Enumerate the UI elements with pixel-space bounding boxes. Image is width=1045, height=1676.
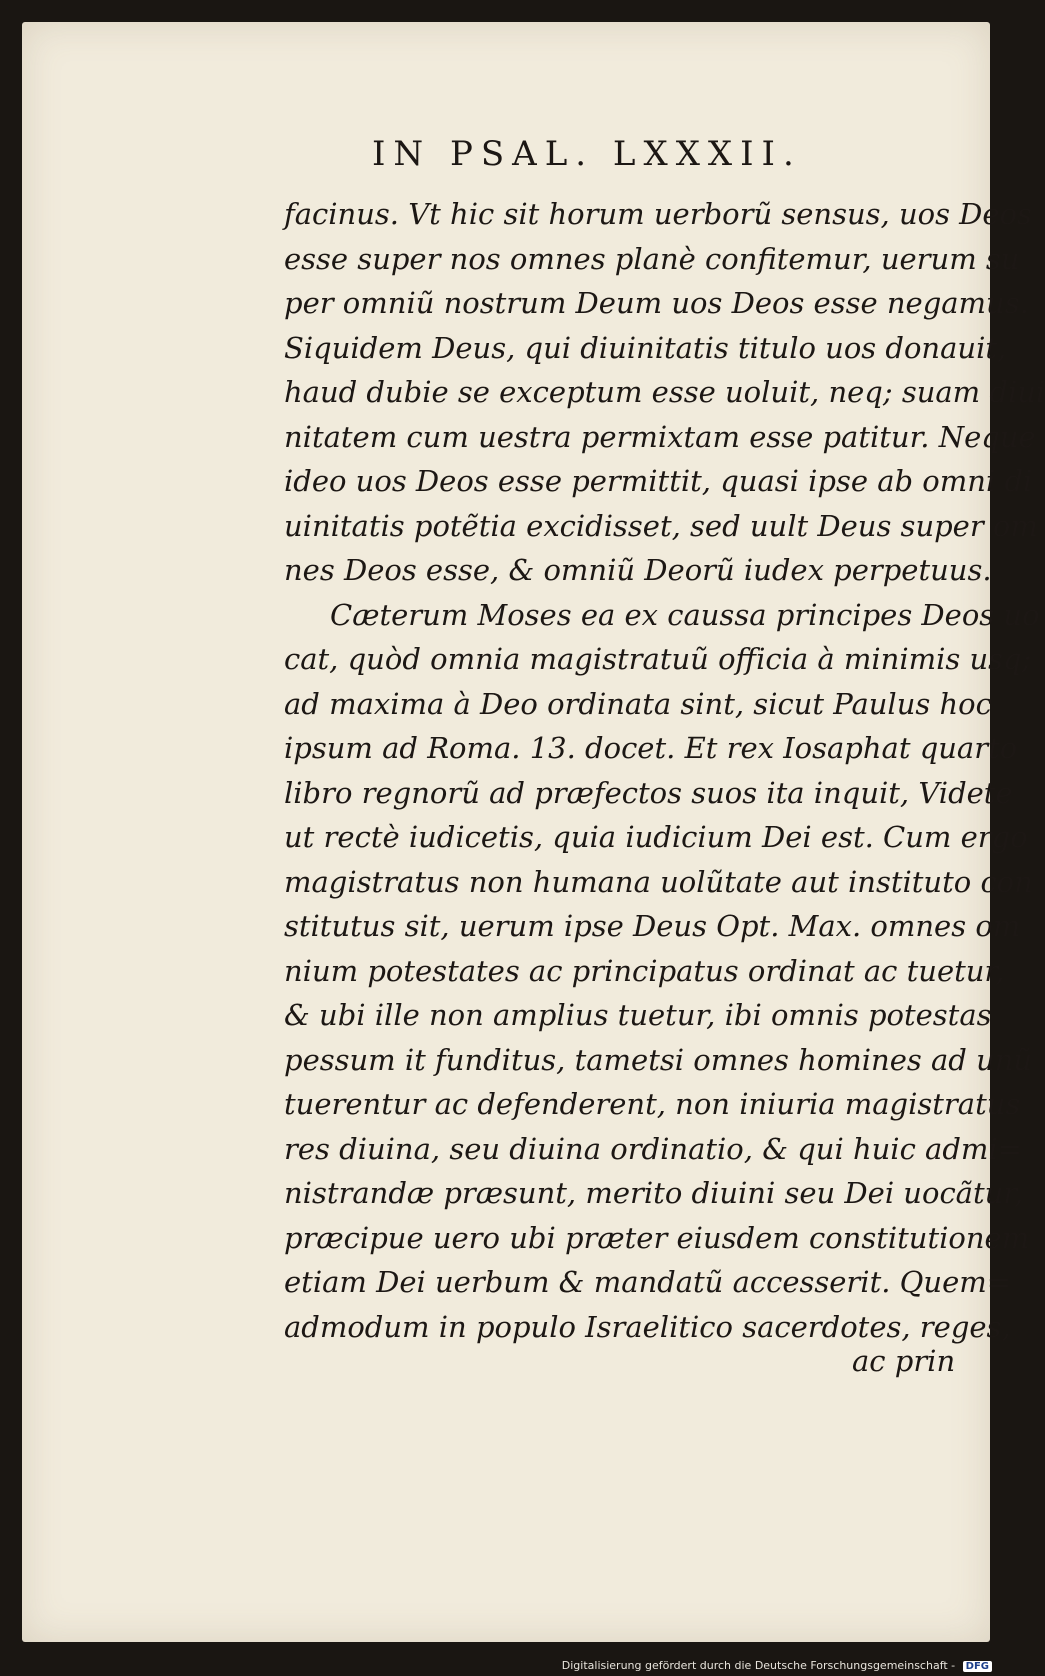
text-line: Siquidem Deus, qui diuinitatis titulo uos donauit, (284, 330, 1007, 365)
text-line: ad maxima à Deo ordinata sint, sicut Paulus hoc (284, 686, 992, 721)
book-page (22, 22, 1045, 1642)
text-line: magistratus non humana uolũtate aut instituto con (284, 864, 1033, 899)
text-line: ut rectè iudicetis, quia iudicium Dei est. Cum ergo (284, 820, 1028, 854)
text-line: esse super nos omnes planè confitemur, uerum su (284, 241, 1020, 276)
digitization-credit (562, 1659, 992, 1672)
text-line: haud dubie se exceptum esse uoluit, neq; suam diui (284, 375, 1045, 409)
catchword: ac prin (852, 1344, 956, 1378)
text-line: nium potestates ac principatus ordinat ac tuetur, (284, 953, 1005, 988)
text-line: admodum in populo Israelitico sacerdotes, reges, (284, 1309, 1011, 1344)
text-line: præcipue uero ubi præter eiusdem constitutionem (284, 1220, 1030, 1255)
text-line: cat, quòd omnia magistratuũ officia à minimis usq; (284, 642, 1032, 676)
text-line: nistrandæ præsunt, merito diuini seu Dei uocãtur, (284, 1176, 1024, 1210)
text-line: facinus. Vt hic sit horum uerborũ sensus, uos Deos (284, 197, 1032, 231)
text-line: Cæterum Moses ea ex caussa principes Deos uo (330, 597, 1040, 632)
text-line: ideo uos Deos esse permittit, quasi ipse ab omni di (284, 464, 1033, 498)
text-line: libro regnorũ ad præfectos suos ita inquit, Videte (284, 775, 1013, 810)
text-line: stitutus sit, uerum ipse Deus Opt. Max. omnes om (284, 909, 1021, 943)
text-line: res diuina, seu diuina ordinatio, & qui huic admi= (284, 1131, 1022, 1166)
dfg-logo: DFG (963, 1661, 992, 1672)
credit-text: Digitalisierung gefördert durch die Deutsche Forschungsgemeinschaft - (561, 1659, 956, 1672)
running-head: IN PSAL. LXXXII. (372, 134, 802, 174)
text-line: nes Deos esse, & omniũ Deorũ iudex perpetuus. (284, 553, 992, 587)
text-line: & ubi ille non amplius tuetur, ibi omnis potestas (284, 998, 992, 1032)
text-line: ipsum ad Roma. 13. docet. Et rex Iosaphat quarto (284, 731, 1018, 765)
text-line: nitatem cum uestra permixtam esse patitur. Neque (284, 419, 1036, 454)
text-line: uinitatis potẽtia excidisset, sed uult Deus super om (284, 508, 1038, 543)
text-line: tuerentur ac defenderent, non iniuria magistratus (284, 1087, 1021, 1121)
text-line: per omniũ nostrum Deum uos Deos esse negamus. (284, 286, 1029, 320)
text-line: pessum it funditus, tametsi omnes homines ad unũ (284, 1042, 1033, 1077)
body-text (284, 192, 1045, 1349)
text-line: etiam Dei uerbum & mandatũ accesserit. Quem= (284, 1265, 1012, 1299)
